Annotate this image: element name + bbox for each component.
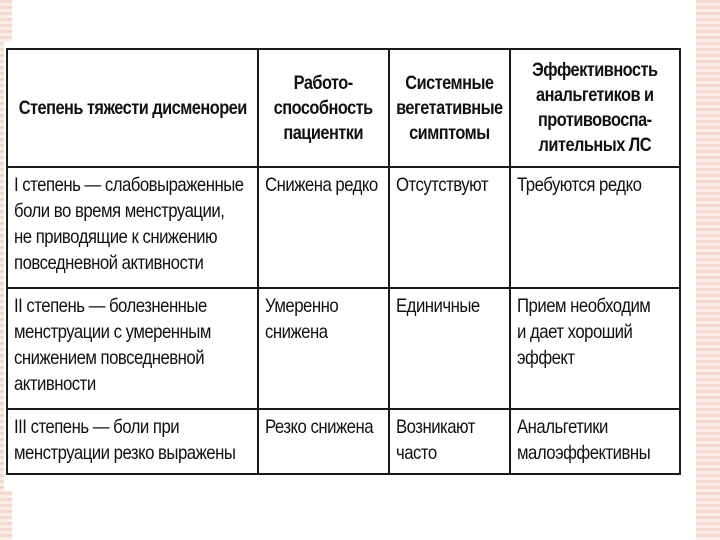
cell-effectiveness: Требуются редко [510,167,680,288]
table-row [7,288,680,409]
cell-severity: I степень — слабовыраженные боли во время менструации, не приводящие к снижению повседневной активности [7,167,258,288]
cell-symptoms: Отсутствуют [389,167,510,288]
table-row [7,167,680,288]
slide-frame-right [696,0,720,540]
header-work-capacity: Работо- способность пациентки [258,49,389,167]
cell-severity: III степень — боли при менструации резко выражены [7,409,258,474]
cell-work-capacity: Резко снижена [258,409,389,474]
dysmenorrhea-severity-table [6,48,681,475]
header-symptoms: Системные вегетативные симптомы [389,49,510,167]
table-row [7,409,680,474]
cell-symptoms: Возникают часто [389,409,510,474]
cell-work-capacity: Снижена редко [258,167,389,288]
cell-symptoms: Единичные [389,288,510,409]
header-severity: Степень тяжести дисменореи [7,49,258,167]
cell-severity: II степень — болезненные менструации с умеренным снижением повседневной активности [7,288,258,409]
cell-work-capacity: Умеренно снижена [258,288,389,409]
cell-effectiveness: Прием необходим и дает хороший эффект [510,288,680,409]
header-effectiveness: Эффективность анальгетиков и противовоспа- лительных ЛС [510,49,680,167]
cell-effectiveness: Анальгетики малоэффективны [510,409,680,474]
table-header-row [7,49,680,167]
